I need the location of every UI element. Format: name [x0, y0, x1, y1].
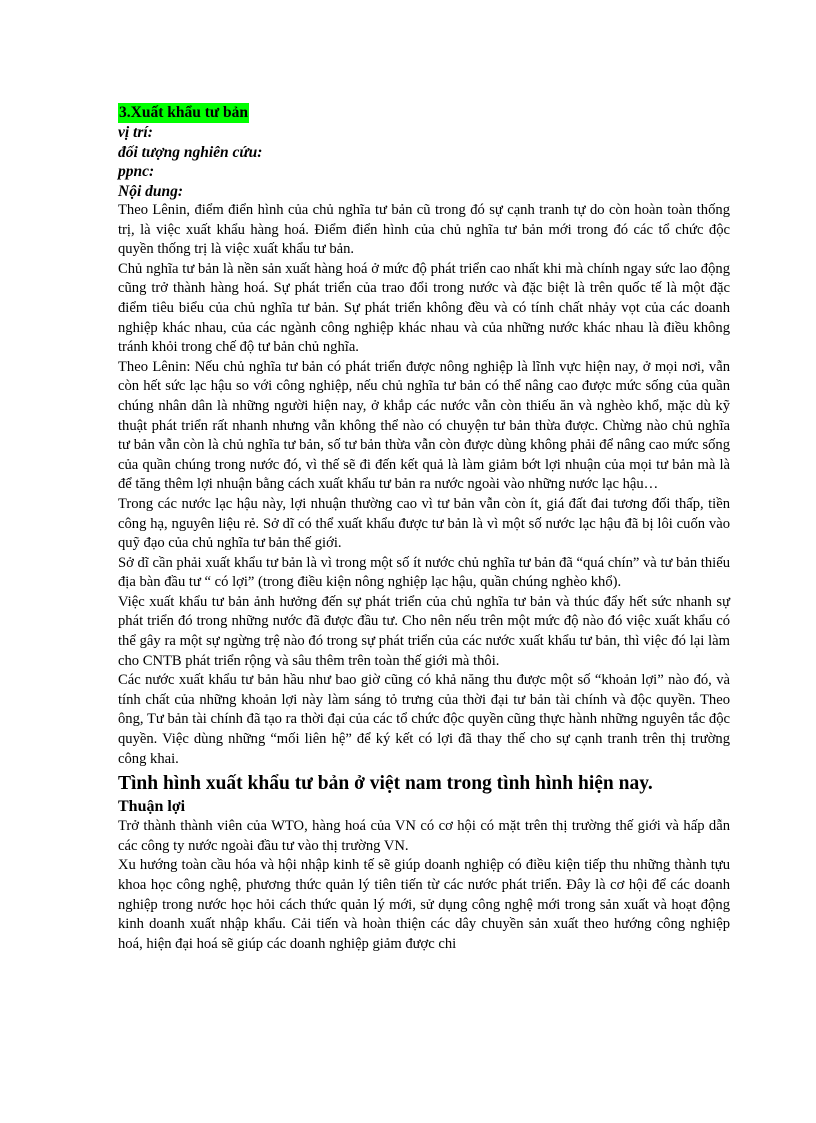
paragraph-1: Theo Lênin, điểm điển hình của chủ nghĩa tư bản cũ trong đó sự cạnh tranh tự do còn hoàn toàn thống trị, là việc xuất khẩu hàng hoá. Điểm điển hình của chủ nghĩa tư bản mới trong đó các tổ chức độc quyền thống trị là việc xuất khẩu tư bản. [118, 202, 730, 258]
paragraph-7: Các nước xuất khẩu tư bản hầu như bao giờ cũng có khả năng thu được một số “khoản lợi” nào đó, và tính chất của những khoản lợi này làm sáng tỏ trưng của thời đại tư bản tài chính và độc quyền. Theo ông, Tư bản tài chính đã tạo ra thời đại của các tổ chức độc quyền cũng thực hành những nguyên tắc độc quyền. Việc dùng những “mối liên hệ” để ký kết có lợi đã thay thế cho sự cạnh tranh trên thị trường công khai. [118, 672, 730, 767]
section-paragraph-1: Trở thành thành viên của WTO, hàng hoá của VN có cơ hội có mặt trên thị trường thế giới và hấp dẫn các công ty nước ngoài đầu tư vào thị trường VN. [118, 818, 730, 854]
field-content: Nội dung: [118, 182, 184, 200]
paragraph-6: Việc xuất khẩu tư bản ảnh hưởng đến sự phát triển của chủ nghĩa tư bản và thúc đẩy hết sức nhanh sự phát triển đó trong những nước đã được đầu tư. Cho nên nếu trên một mức độ nào đó việc xuất khẩu có thể gây ra một sự ngừng trệ nào đó trong sự phát triển của các nước xuất khẩu tư bản, thì việc đó lại làm cho CNTB phát triển rộng và sâu thêm trên toàn thế giới mà thôi. [118, 593, 730, 669]
field-research-object: đối tượng nghiên cứu: [118, 143, 263, 161]
paragraph-5: Sở dĩ cần phải xuất khẩu tư bản là vì trong một số ít nước chủ nghĩa tư bản đã “quá chín” và tư bản thiếu địa bàn đầu tư “ có lợi” (trong điều kiện nông nghiệp lạc hậu, quần chúng nghèo khổ). [118, 554, 730, 591]
section-paragraph-2: Xu hướng toàn cầu hóa và hội nhập kinh tế sẽ giúp doanh nghiệp có điều kiện tiếp thu những thành tựu khoa học công nghệ, phương thức quản lý tiên tiến từ các nước phát triển. Đây là cơ hội để các doanh nghiệp trong nước học hỏi cách thức quản lý mới, sử dụng công nghệ mới trong sản xuất và hoạt động kinh doanh xuất nhập khẩu. Cải tiến và hoàn thiện các dây chuyền sản xuất theo hướng công nghiệp hoá, hiện đại hoá sẽ giúp các doanh nghiệp giảm được chi [118, 857, 730, 952]
field-method: ppnc: [118, 163, 155, 180]
heading-line [118, 103, 730, 123]
heading-export-capital: 3.Xuất khẩu tư bản [119, 104, 249, 121]
field-position: vị trí: [118, 124, 153, 141]
document-page [118, 103, 730, 954]
paragraph-2: Chủ nghĩa tư bản là nền sản xuất hàng hoá ở mức độ phát triển cao nhất khi mà chính ngay sức lao động cũng trở thành hàng hoá. Sự phát triển của trao đổi trong nước và đặc biệt là trên quốc tế là một đặc điểm tiêu biểu của chủ nghĩa tư bản. Sự phát triển không đều và có tính chất nhảy vọt của các doanh nghiệp khác nhau, của các ngành công nghiệp khác nhau và của những nước khác nhau là điều không tránh khỏi trong chế độ tư bản chủ nghĩa. [118, 260, 730, 356]
section-title: Tình hình xuất khẩu tư bản ở việt nam trong tình hình hiện nay. [118, 773, 653, 795]
paragraph-3: Theo Lênin: Nếu chủ nghĩa tư bản có phát triển được nông nghiệp là lĩnh vực hiện nay, ở mọi nơi, vẫn còn hết sức lạc hậu so với công nghiệp, nếu chủ nghĩa tư bản có thể nâng cao được mức sống của quần chúng nhân dân là những người hiện nay, ở khắp các nước vẫn còn thiếu ăn và nghèo khổ, mặc dù kỹ thuật phát triển rất nhanh nhưng vẫn không thể nào có chuyện tư bản thừa được. Chừng nào chủ nghĩa tư bản vẫn còn là chủ nghĩa tư bản, số tư bản thừa vẫn còn được dùng không phải để nâng cao mức sống của quần chúng trong nước đó, vì thế sẽ đi đến kết quả là làm giảm bớt lợi nhuận của mọi tư bản mà là để tăng thêm lợi nhuận bằng cách xuất khẩu tư bản ra nước ngoài vào những nước lạc hậu… [118, 358, 730, 493]
subsection-advantages: Thuận lợi [118, 798, 186, 816]
paragraph-4: Trong các nước lạc hậu này, lợi nhuận thường cao vì tư bản vẫn còn ít, giá đất đai tương đối thấp, tiền công hạ, nguyên liệu rẻ. Sở dĩ có thể xuất khẩu được tư bản là vì một số nước lạc hậu đã bị lôi cuốn vào quỹ đạo của chủ nghĩa tư bản thế giới. [118, 495, 730, 552]
